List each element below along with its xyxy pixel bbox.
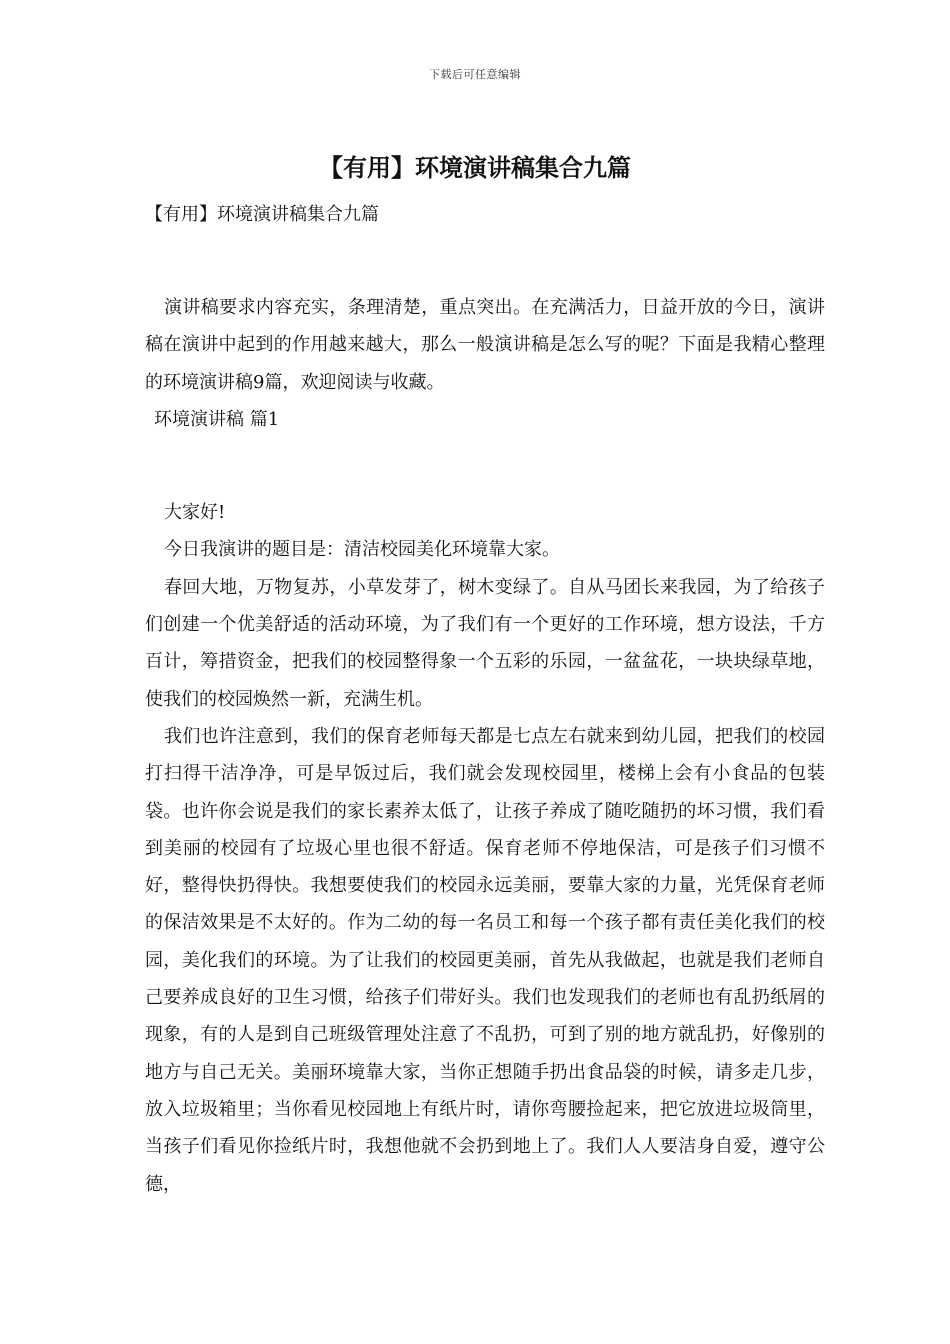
paragraph-greeting: 大家好!: [164, 502, 226, 524]
paragraph-body: 我们也许注意到，我们的保育老师每天都是七点左右就来到幼儿园，把我们的校园打扫得干洁净净，可是早饭过后，我们就会发现校园里，楼梯上会有小食品的包装袋。也许你会说是我们的家长素养太低了，让孩子养成了随吃随扔的坏习惯，我们看到美丽的校园有了垃圾心里也很不舒适。保育老师不停地保洁，可是孩子们习惯不好，整得快扔得快。我想要使我们的校园永远美丽，要靠大家的力量，光凭保育老师的保洁效果是不太好的。作为二幼的每一名员工和每一个孩子都有责任美化我们的校园，美化我们的环境。为了让我们的校园更美丽，首先从我做起，也就是我们老师自己要养成良好的卫生习惯，给孩子们带好头。我们也发现我们的老师也有乱扔纸屑的现象，有的人是到自己班级管理处注意了不乱扔，可到了别的地方就乱扔，好像别的地方与自己无关。美丽环境靠大家，当你正想随手扔出食品袋的时候，请多走几步，放入垃圾箱里；当你看见校园地上有纸片时，请你弯腰捡起来，把它放进垃圾筒里，当孩子们看见你捡纸片时，我想他就不会扔到地上了。我们人人要洁身自爱，遵守公德，: [145, 725, 825, 1195]
section-heading: 环境演讲稿 篇1: [154, 408, 280, 430]
document-subtitle: 【有用】环境演讲稿集合九篇: [145, 204, 379, 225]
intro-paragraph: 演讲稿要求内容充实，条理清楚，重点突出。在充满活力，日益开放的今日，演讲稿在演讲中起到的作用越来越大，那么一般演讲稿是怎么写的呢？下面是我精心整理的环境演讲稿9篇，欢迎阅读与收藏。: [145, 297, 825, 393]
paragraph-topic: 今日我演讲的题目是：清洁校园美化环境靠大家。: [164, 539, 560, 561]
spacer: [145, 233, 825, 289]
header-note: 下载后可任意编辑: [429, 68, 521, 81]
document-title: 【有用】环境演讲稿集合九篇: [319, 153, 631, 182]
spacer: [145, 438, 825, 494]
document-body: [145, 196, 825, 1203]
paragraph-body: 春回大地，万物复苏，小草发芽了，树木变绿了。自从马团长来我园，为了给孩子们创建一个优美舒适的活动环境，为了我们有一个更好的工作环境，想方设法，千方百计，筹措资金，把我们的校园整得象一个五彩的乐园，一盆盆花，一块块绿草地，使我们的校园焕然一新，充满生机。: [145, 576, 825, 710]
